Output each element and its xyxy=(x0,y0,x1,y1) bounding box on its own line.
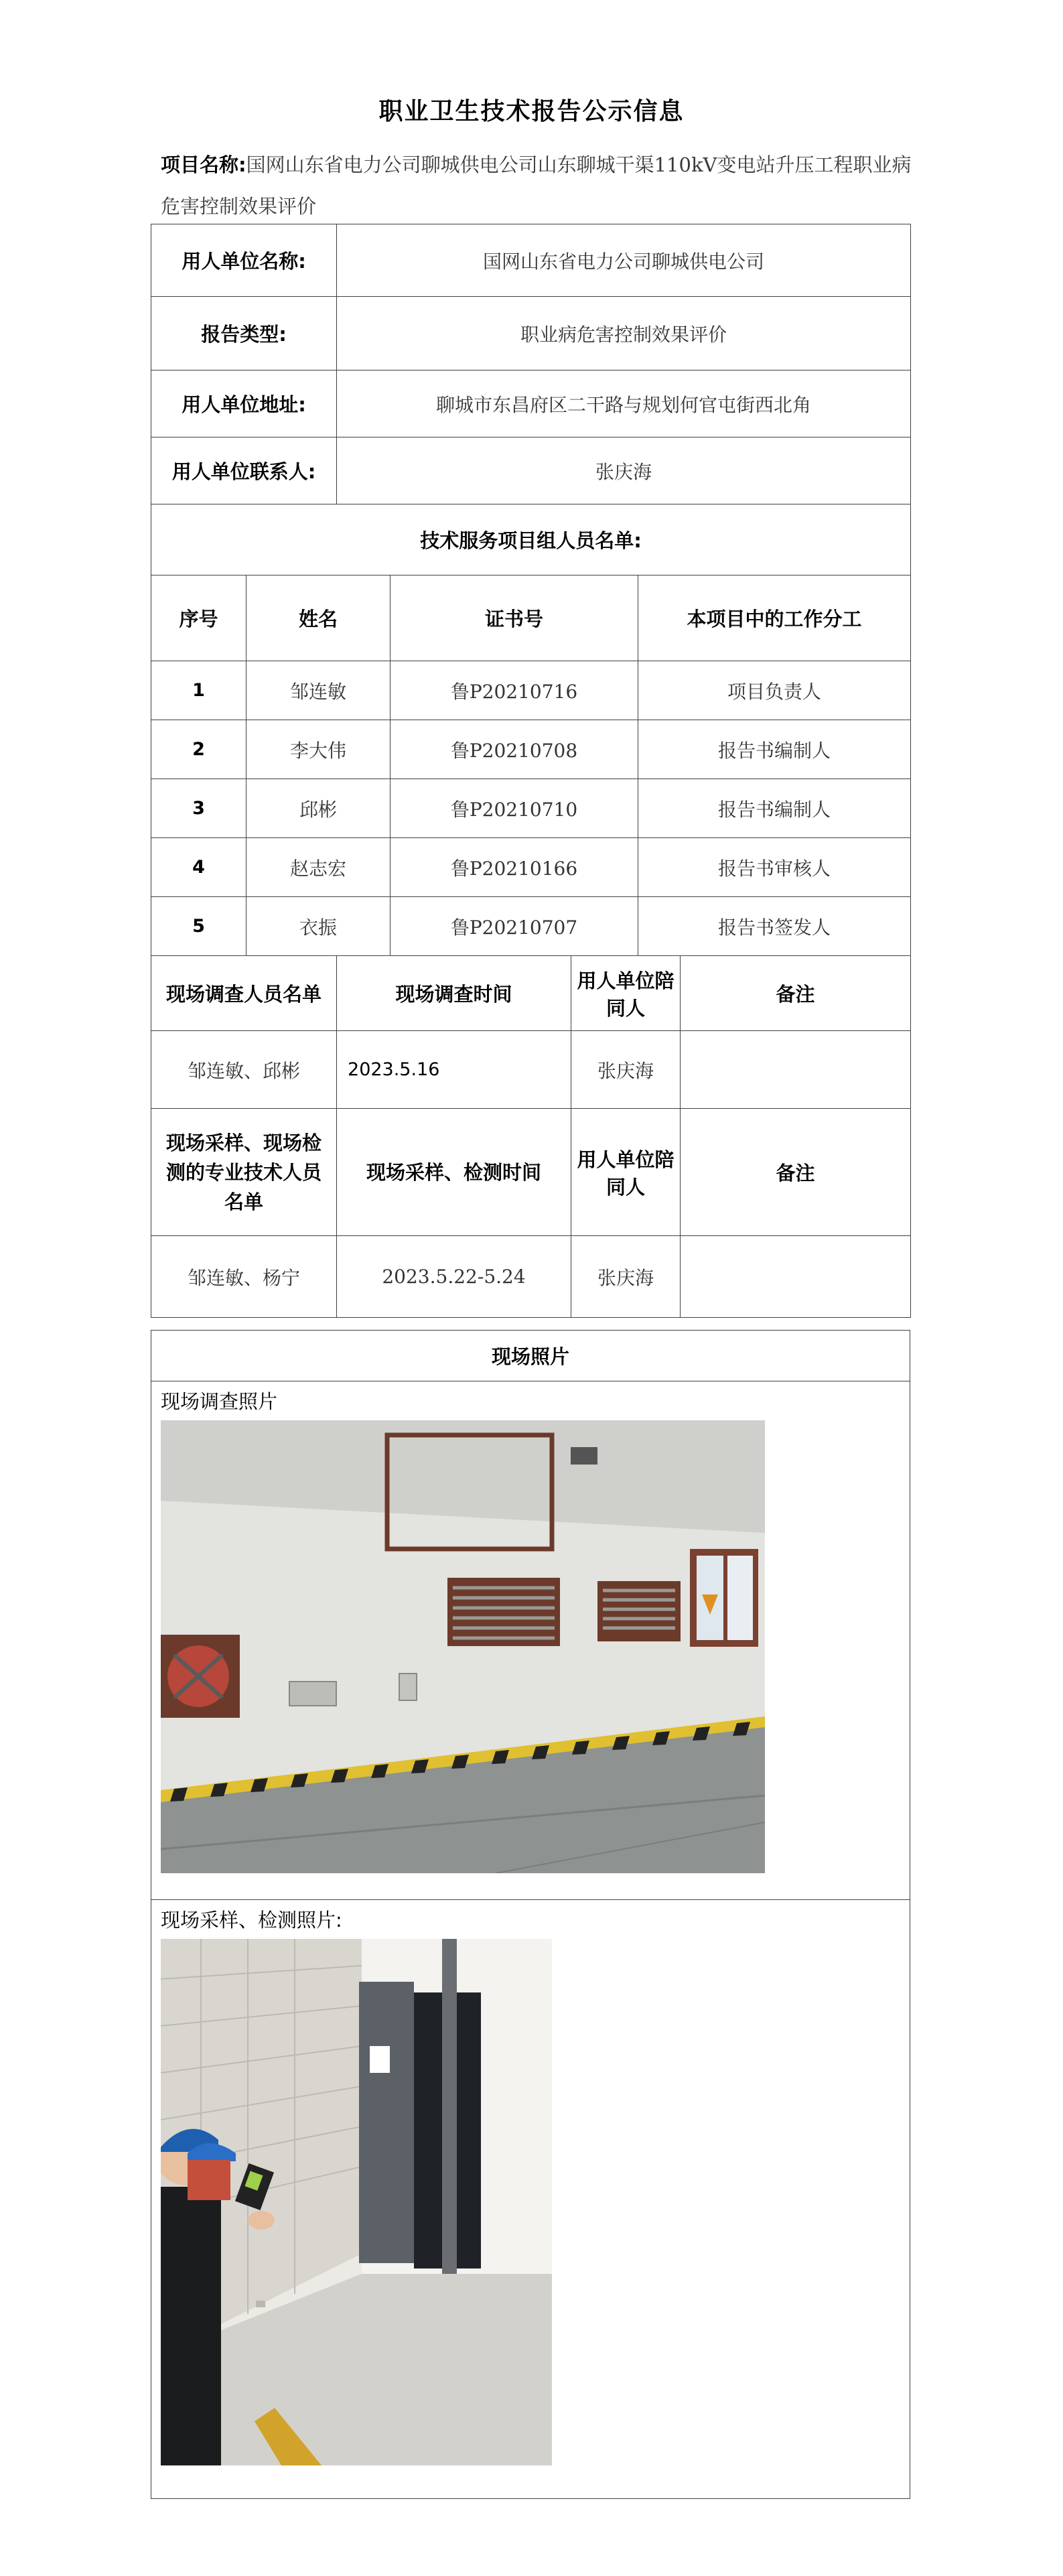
sampling-time: 2023.5.22-5.24 xyxy=(337,1236,571,1318)
sampling-header-time: 现场采样、检测时间 xyxy=(337,1109,571,1236)
survey-header-note: 备注 xyxy=(681,956,911,1031)
team-no: 2 xyxy=(151,720,246,779)
survey-photo-cell xyxy=(151,1381,910,1900)
table-row xyxy=(151,779,911,838)
survey-photo-caption: 现场调查照片 xyxy=(161,1390,278,1413)
contact-value: 张庆海 xyxy=(337,437,911,504)
photo-table xyxy=(151,1330,910,2499)
survey-header-escort: 用人单位陪同人 xyxy=(571,956,681,1031)
team-no: 5 xyxy=(151,897,246,956)
team-cert: 鲁P20210708 xyxy=(391,720,638,779)
team-name: 李大伟 xyxy=(246,720,391,779)
team-role: 报告书签发人 xyxy=(638,897,911,956)
team-name: 赵志宏 xyxy=(246,838,391,897)
project-value: 国网山东省电力公司聊城供电公司山东聊城干渠110kV变电站升压工程职业病危害控制效果评价 xyxy=(161,153,912,218)
sampling-photo-caption: 现场采样、检测照片: xyxy=(161,1909,342,1931)
photos-heading: 现场照片 xyxy=(151,1331,910,1381)
sampling-escort: 张庆海 xyxy=(571,1236,681,1318)
team-role: 报告书编制人 xyxy=(638,720,911,779)
team-name: 衣振 xyxy=(246,897,391,956)
team-role: 报告书编制人 xyxy=(638,779,911,838)
page-title: 职业卫生技术报告公示信息 xyxy=(378,98,685,125)
team-name: 邱彬 xyxy=(246,779,391,838)
employer-label: 用人单位名称: xyxy=(151,224,337,297)
table-row xyxy=(151,838,911,897)
info-table xyxy=(151,224,911,1318)
project-name xyxy=(161,144,918,227)
team-header-cert: 证书号 xyxy=(391,575,638,661)
sampling-people: 邹连敏、杨宁 xyxy=(151,1236,337,1318)
contact-label: 用人单位联系人: xyxy=(151,437,337,504)
sampling-photo-cell xyxy=(151,1900,910,2499)
team-cert: 鲁P20210716 xyxy=(391,661,638,720)
team-header-role: 本项目中的工作分工 xyxy=(638,575,911,661)
survey-escort: 张庆海 xyxy=(571,1031,681,1109)
team-no: 3 xyxy=(151,779,246,838)
survey-time: 2023.5.16 xyxy=(337,1031,571,1109)
survey-header-people: 现场调查人员名单 xyxy=(151,956,337,1031)
table-row xyxy=(151,897,911,956)
sampling-header-note: 备注 xyxy=(681,1109,911,1236)
team-heading: 技术服务项目组人员名单: xyxy=(151,504,911,575)
team-cert: 鲁P20210707 xyxy=(391,897,638,956)
team-no: 1 xyxy=(151,661,246,720)
report-type-label: 报告类型: xyxy=(151,297,337,370)
project-label: 项目名称: xyxy=(161,153,246,176)
table-row xyxy=(151,720,911,779)
sampling-note xyxy=(681,1236,911,1318)
sampling-photo xyxy=(161,1939,552,2465)
survey-people: 邹连敏、邱彬 xyxy=(151,1031,337,1109)
team-header-name: 姓名 xyxy=(246,575,391,661)
employer-value: 国网山东省电力公司聊城供电公司 xyxy=(337,224,911,297)
sampling-header-escort: 用人单位陪同人 xyxy=(571,1109,681,1236)
team-role: 报告书审核人 xyxy=(638,838,911,897)
survey-note xyxy=(681,1031,911,1109)
survey-photo xyxy=(161,1420,765,1873)
team-role: 项目负责人 xyxy=(638,661,911,720)
team-name: 邹连敏 xyxy=(246,661,391,720)
table-row xyxy=(151,661,911,720)
team-cert: 鲁P20210710 xyxy=(391,779,638,838)
address-value: 聊城市东昌府区二干路与规划何官屯街西北角 xyxy=(337,370,911,437)
survey-header-time: 现场调查时间 xyxy=(337,956,571,1031)
sampling-header-people: 现场采样、现场检测的专业技术人员名单 xyxy=(151,1109,337,1236)
report-type-value: 职业病危害控制效果评价 xyxy=(337,297,911,370)
team-no: 4 xyxy=(151,838,246,897)
team-cert: 鲁P20210166 xyxy=(391,838,638,897)
address-label: 用人单位地址: xyxy=(151,370,337,437)
team-header-no: 序号 xyxy=(151,575,246,661)
